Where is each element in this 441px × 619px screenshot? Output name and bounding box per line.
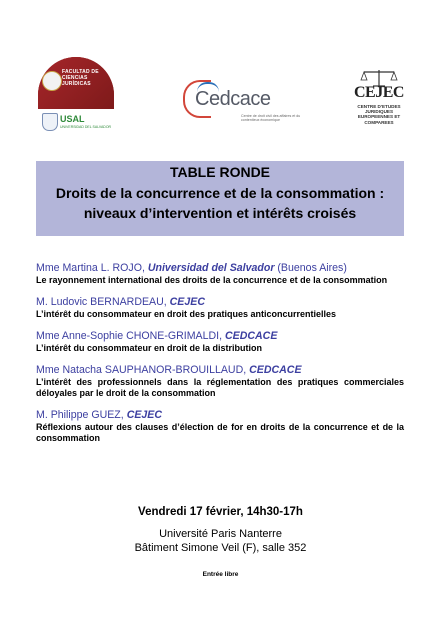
cejec-description: CENTRE D'ETUDES JURIDIQUES EUROPEENNES ET COMPAREES [357,104,401,125]
speaker-item [36,330,404,354]
speaker-name-line [36,296,404,309]
speaker-name: M. Philippe GUEZ, [36,409,124,421]
speaker-item [36,262,404,286]
speaker-name-line [36,262,404,275]
venue-name: Université Paris Nanterre [159,528,282,540]
talk-title: L’intérêt des professionnels dans la réglementation des pratiques commerciales déloyales par le droit de la consommation [36,377,404,398]
cejec-wordmark: CEJEC [354,84,404,101]
entry-note: Entrée libre [202,571,239,578]
cedcace-tagline: Centre de droit civil des affaires et du contentieux économique [241,114,301,123]
usal-name: USAL [60,114,85,124]
speaker-affiliation: CEDCACE [249,364,302,376]
event-title-line-1: Droits de la concurrence et de la consommation : [55,185,385,201]
speaker-item [36,296,404,320]
speaker-item [36,364,404,399]
speaker-affiliation: CEJEC [126,409,163,421]
venue-room: Bâtiment Simone Veil (F), salle 352 [134,542,307,554]
talk-title: L’intérêt du consommateur en droit des pratiques anticoncurrentielles [36,309,337,319]
speaker-place: (Buenos Aires) [277,262,347,274]
speaker-list [36,262,404,454]
usal-subtitle: UNIVERSIDAD DEL SALVADOR [60,125,112,129]
speaker-affiliation: Universidad del Salvador [147,262,275,274]
event-date-time: Vendredi 17 février, 14h30-17h [138,506,303,518]
speaker-affiliation: CEDCACE [225,330,278,342]
speaker-name: M. Ludovic BERNARDEAU, [36,296,167,308]
speaker-name-line [36,409,404,422]
title-banner [36,161,404,236]
cejec-logo [352,68,406,132]
usal-faculty-text: FACULTAD DE CIENCIAS JURÍDICAS [62,69,99,87]
speaker-name-line [36,330,404,343]
shield-icon [42,113,58,131]
speaker-item [36,409,404,444]
cedcace-wordmark: Cedcace [195,88,271,110]
university-seal-icon [42,71,62,91]
talk-title: L’intérêt du consommateur en droit de la distribution [36,343,263,353]
speaker-name: Mme Martina L. ROJO, [36,262,145,274]
event-location [0,527,441,555]
speaker-name: Mme Anne-Sophie CHONE-GRIMALDI, [36,330,223,342]
event-title-line-2: niveaux d’intervention et intérêts croisés [83,205,357,221]
speaker-name-line [36,364,404,377]
event-kicker: TABLE RONDE [169,164,271,180]
speaker-affiliation: CEJEC [169,296,205,308]
talk-title: Le rayonnement international des droits de la concurrence et de la consommation [36,275,388,285]
cedcace-logo [183,80,303,124]
usal-badge [38,57,114,109]
talk-title: Réflexions autour des clauses d’élection de for en droits de la concurrence et de la consommation [36,422,404,443]
speaker-name: Mme Natacha SAUPHANOR-BROUILLAUD, [36,364,247,376]
usal-logo [38,57,114,135]
